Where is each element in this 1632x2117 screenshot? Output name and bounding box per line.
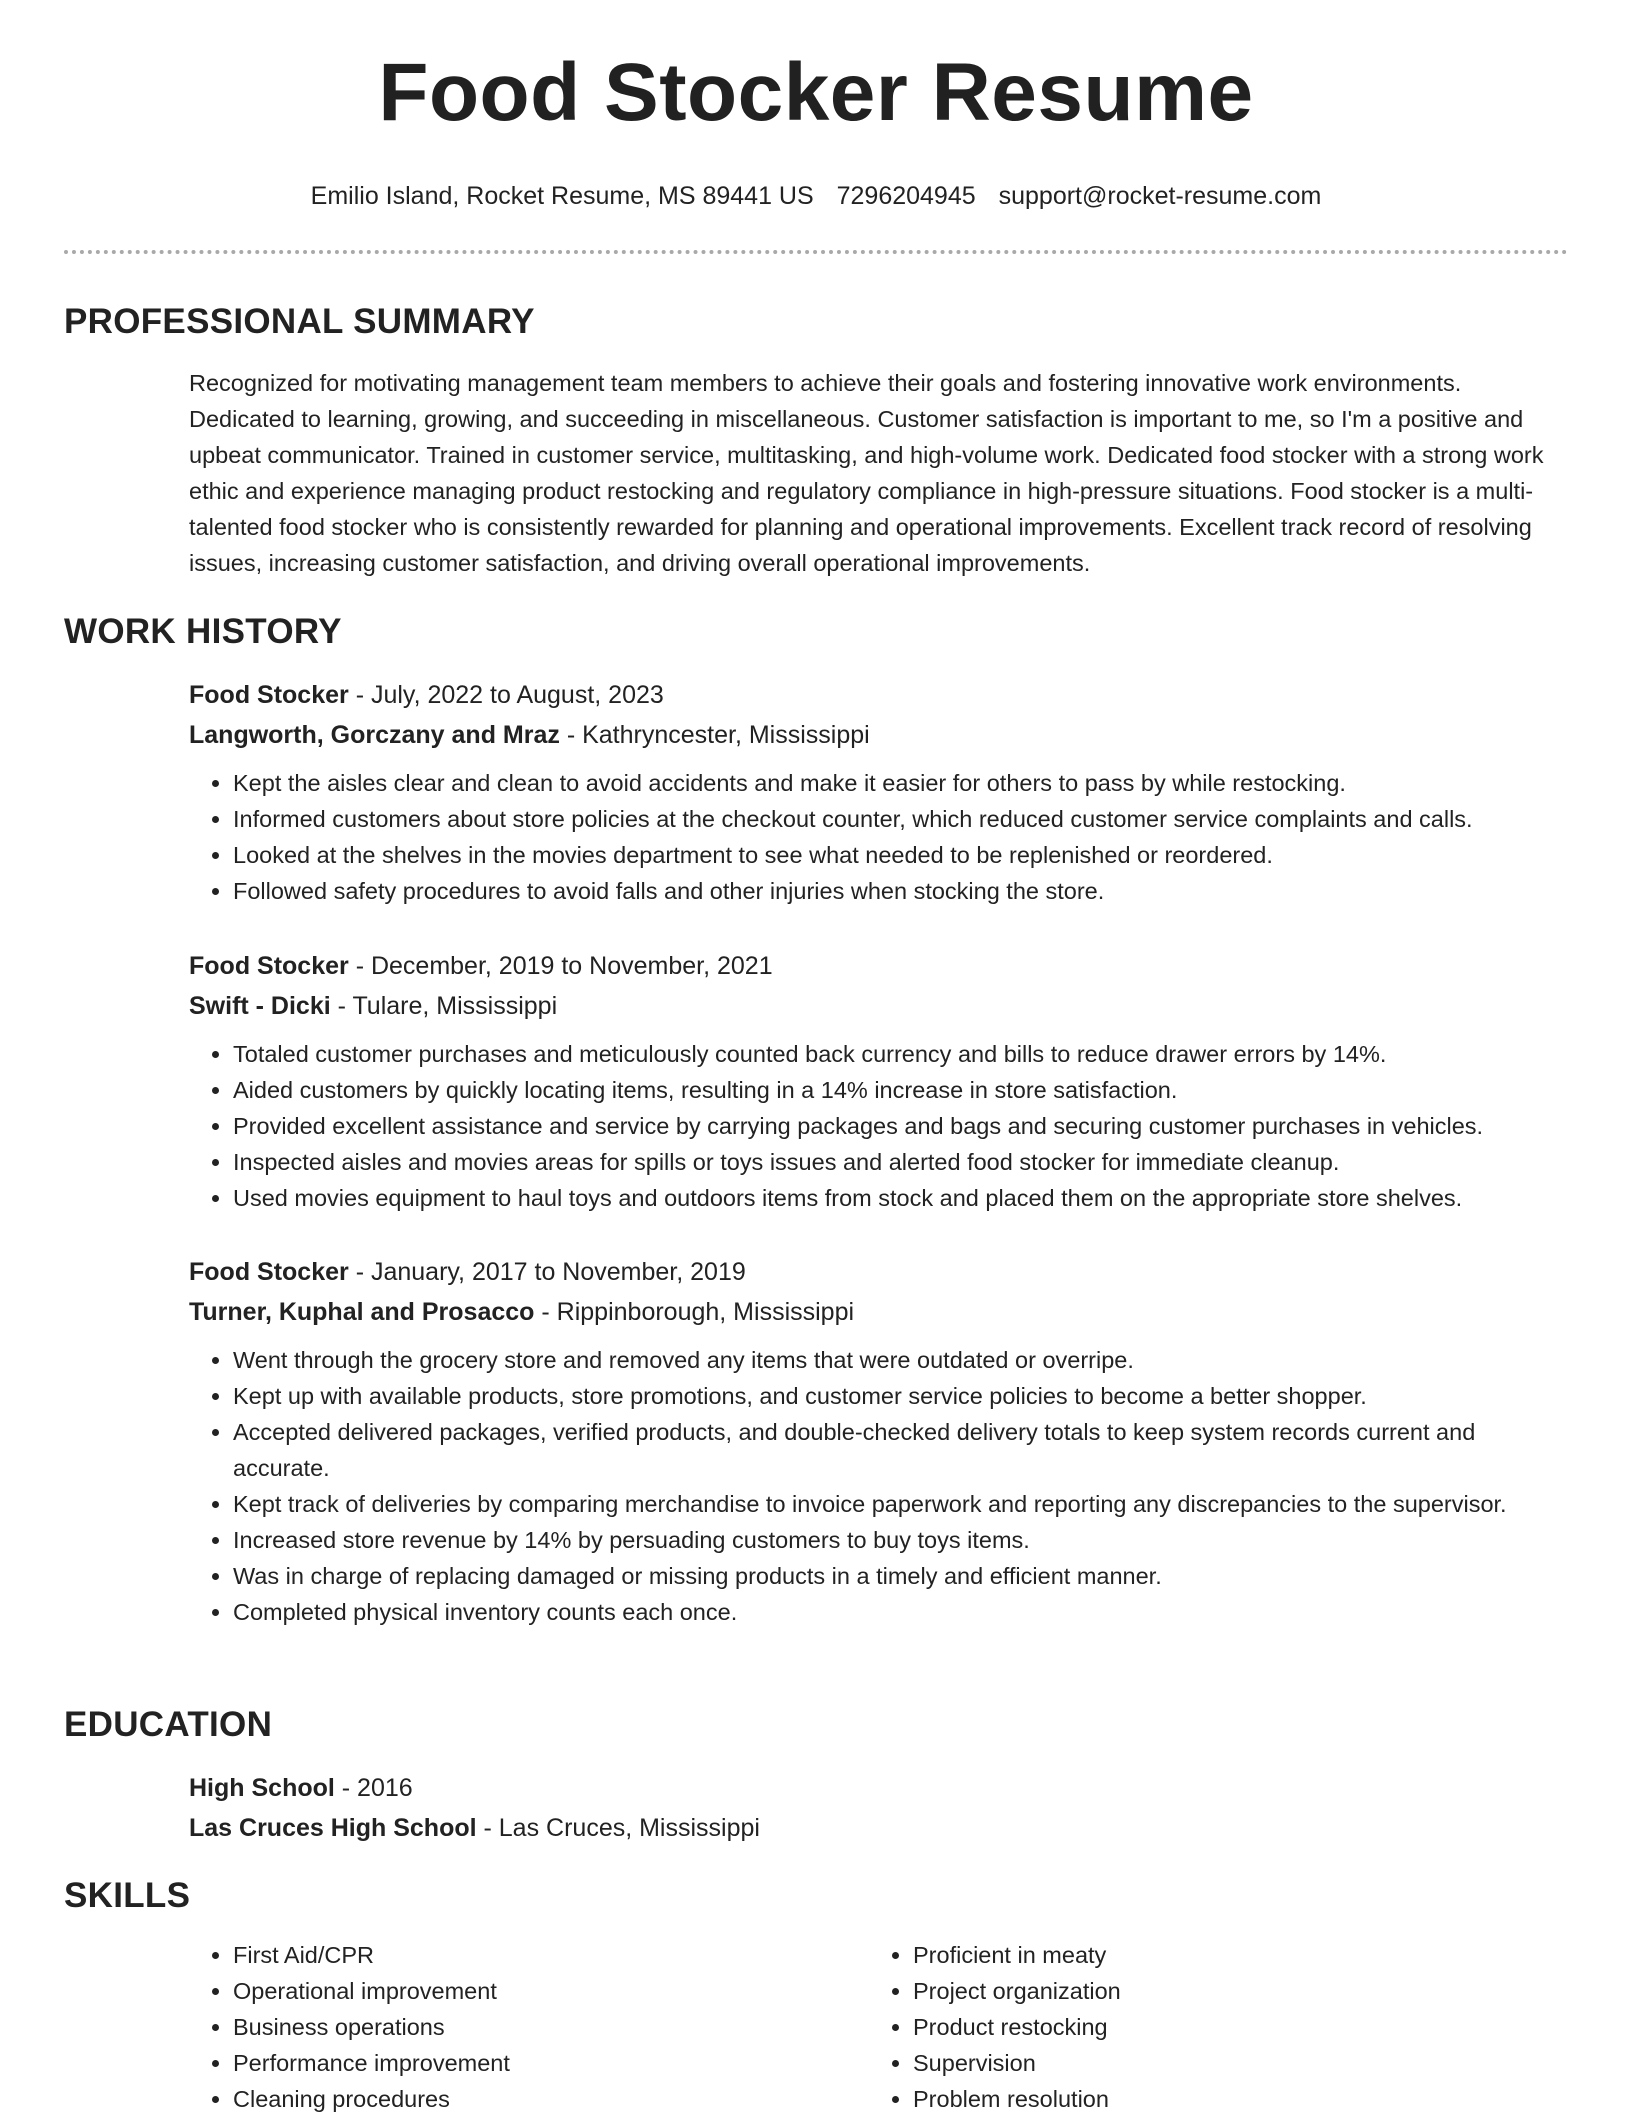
summary-text: Recognized for motivating management team members to achieve their goals and fostering innovative work environments. Dedicated to learning, growing, and succeeding in miscellaneous. Customer satisfaction is important to me, so I'm a positive and upbeat communicator. Trained in customer service, multitasking, and high-volume work. Dedicated food stocker with a strong work ethic and experience managing product restocking and regulatory compliance in high-pressure situations. Food stocker is a multi-talented food stocker who is consistently rewarded for planning and operational improvements. Excellent track record of resolving issues, increasing customer satisfaction, and driving overall operational improvements. (189, 370, 1544, 576)
job-title: Food Stocker (189, 1258, 349, 1286)
job-bullet: • Totaled customer purchases and meticulously counted back currency and bills to reduce drawer errors by 14%. (233, 1036, 1569, 1072)
skill-item: • First Aid/CPR (233, 1937, 829, 1973)
job-bullet: • Used movies equipment to haul toys and outdoors items from stock and placed them on the appropriate store shelves. (233, 1180, 1569, 1216)
skill-item: • Business operations (233, 2009, 829, 2045)
job-bullet: • Accepted delivered packages, verified products, and double-checked delivery totals to keep system records current and accurate. (233, 1414, 1569, 1486)
job-location: - Rippinborough, Mississippi (534, 1298, 855, 1326)
job-title-line (189, 675, 1569, 715)
job-company: Turner, Kuphal and Prosacco (189, 1298, 535, 1326)
skill-item: • Project organization (913, 1973, 1509, 2009)
summary-heading: PROFESSIONAL SUMMARY (64, 302, 535, 341)
education-heading: EDUCATION (64, 1705, 273, 1744)
job-bullet: • Kept the aisles clear and clean to avoid accidents and make it easier for others to pass by while restocking. (233, 765, 1569, 801)
job-location: - Kathryncester, Mississippi (559, 721, 870, 749)
job-company: Langworth, Gorczany and Mraz (189, 721, 560, 749)
skill-item: • Proficient in meaty (913, 1937, 1509, 1973)
job-bullets (189, 1036, 1569, 1216)
skill-item: • Problem resolution (913, 2081, 1509, 2117)
job-entry (189, 1252, 1569, 1630)
job-title-line (189, 1252, 1569, 1292)
education-school-line (189, 1808, 1569, 1848)
job-bullet: • Inspected aisles and movies areas for spills or toys issues and alerted food stocker for immediate cleanup. (233, 1144, 1569, 1180)
education-school: Las Cruces High School (189, 1814, 477, 1842)
job-bullet: • Kept track of deliveries by comparing merchandise to invoice paperwork and reporting any discrepancies to the supervisor. (233, 1486, 1569, 1522)
job-title: Food Stocker (189, 681, 349, 709)
job-bullet: • Informed customers about store policies at the checkout counter, which reduced customer service complaints and calls. (233, 801, 1569, 837)
job-dates: - January, 2017 to November, 2019 (348, 1258, 746, 1286)
education-degree: High School (189, 1774, 335, 1802)
job-bullets (189, 765, 1569, 909)
skill-item: • Supervision (913, 2045, 1509, 2081)
job-bullet: • Followed safety procedures to avoid falls and other injuries when stocking the store. (233, 873, 1569, 909)
skill-item: • Operational improvement (233, 1973, 829, 2009)
contact-email: support@rocket-resume.com (998, 182, 1322, 210)
contact-line (0, 184, 1632, 209)
education-location: - Las Cruces, Mississippi (476, 1814, 760, 1842)
job-bullet: • Looked at the shelves in the movies department to see what needed to be replenished or reordered. (233, 837, 1569, 873)
job-bullet: • Went through the grocery store and removed any items that were outdated or overripe. (233, 1342, 1569, 1378)
contact-address: Emilio Island, Rocket Resume, MS 89441 US (310, 182, 814, 210)
skill-item: • Performance improvement (233, 2045, 829, 2081)
skills-list (189, 1937, 829, 2117)
job-company-line (189, 1292, 1569, 1332)
education-year: - 2016 (334, 1774, 413, 1802)
skill-item: • Cleaning procedures (233, 2081, 829, 2117)
education-degree-line (189, 1768, 1569, 1808)
job-bullet: • Aided customers by quickly locating items, resulting in a 14% increase in store satisfaction. (233, 1072, 1569, 1108)
education-entry (189, 1768, 1569, 1848)
contact-phone: 7296204945 (836, 182, 976, 210)
job-bullet: • Provided excellent assistance and service by carrying packages and bags and securing customer purchases in vehicles. (233, 1108, 1569, 1144)
resume-title: Food Stocker Resume (378, 47, 1254, 138)
job-bullet: • Completed physical inventory counts each once. (233, 1594, 1569, 1630)
job-location: - Tulare, Mississippi (330, 992, 558, 1020)
job-entry (189, 675, 1569, 909)
job-entry (189, 946, 1569, 1216)
skills-column-right (869, 1937, 1509, 2117)
job-dates: - July, 2022 to August, 2023 (348, 681, 664, 709)
job-company-line (189, 986, 1569, 1026)
job-title: Food Stocker (189, 952, 349, 980)
job-bullet: • Was in charge of replacing damaged or missing products in a timely and efficient manner. (233, 1558, 1569, 1594)
skill-item: • Product restocking (913, 2009, 1509, 2045)
header-divider (64, 250, 1568, 254)
job-dates: - December, 2019 to November, 2021 (348, 952, 773, 980)
job-company: Swift - Dicki (189, 992, 331, 1020)
work-history-heading: WORK HISTORY (64, 612, 342, 651)
job-bullet: • Increased store revenue by 14% by persuading customers to buy toys items. (233, 1522, 1569, 1558)
job-title-line (189, 946, 1569, 986)
job-bullet: • Kept up with available products, store promotions, and customer service policies to become a better shopper. (233, 1378, 1569, 1414)
skills-column-left (189, 1937, 829, 2117)
skills-list (869, 1937, 1509, 2117)
job-bullets (189, 1342, 1569, 1630)
job-company-line (189, 715, 1569, 755)
skills-heading: SKILLS (64, 1876, 191, 1915)
